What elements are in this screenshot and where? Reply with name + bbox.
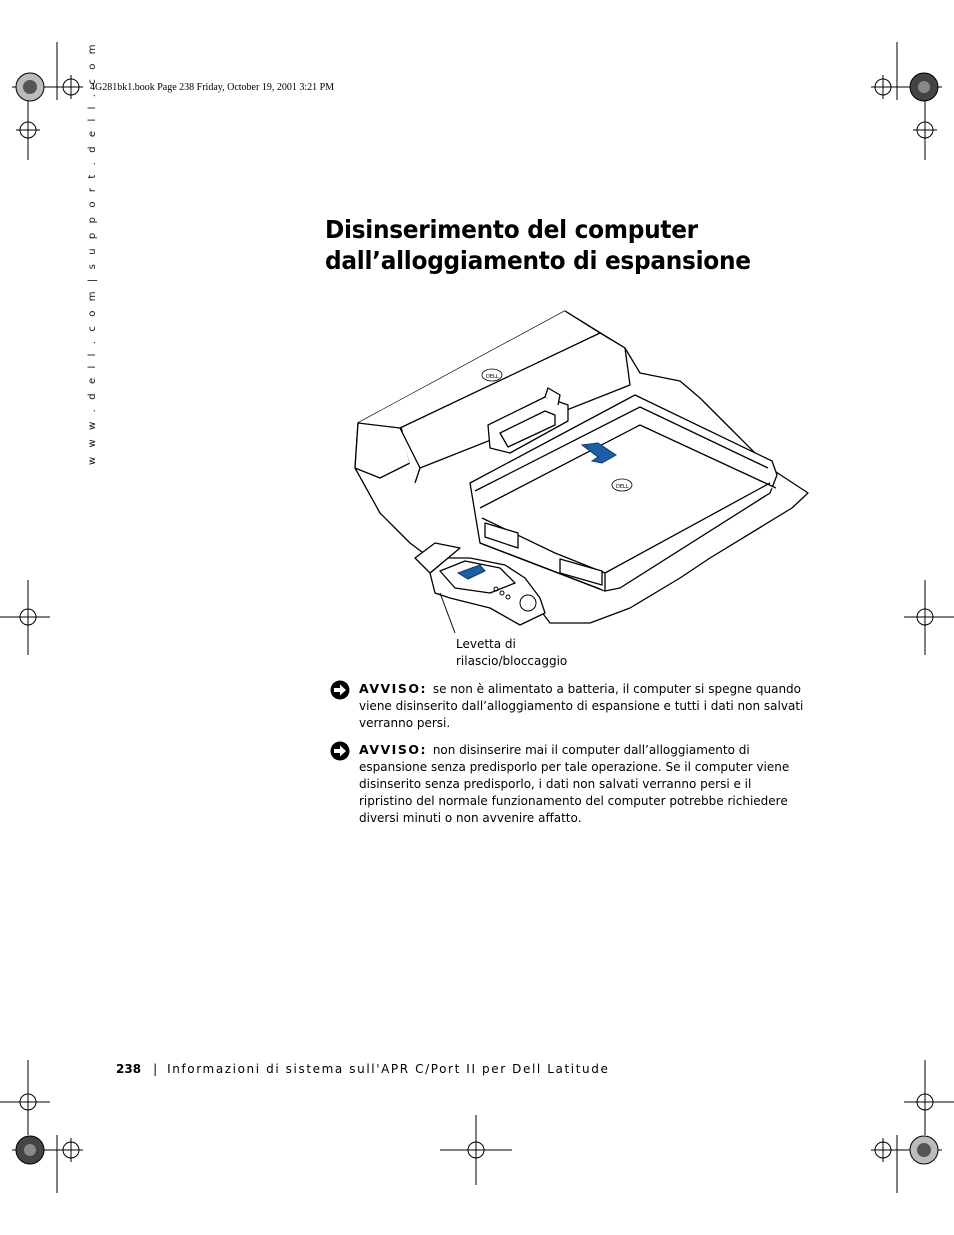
page-footer	[116, 1062, 609, 1076]
figure-callout	[456, 636, 567, 670]
logo-text-dock: DELL	[486, 374, 499, 380]
notice-2	[330, 741, 805, 831]
notice-1-text: se non è alimentato a batteria, il computer si spegne quando viene disinserito dall’alloggiamento di espansione e tutti i dati non salvati verranno persi.	[359, 682, 804, 730]
footer-separator: |	[153, 1062, 158, 1076]
notice-arrow-icon	[330, 741, 350, 761]
sidebar-url[interactable]: w w w . d e l l . c o m | s u p p o r t . d e l l . c o m	[87, 41, 98, 465]
notice-1-lead: AVVISO:	[359, 681, 433, 696]
notice-1	[330, 680, 805, 732]
notice-2-text: non disinserire mai il computer dall’alloggiamento di espansione senza predisporlo per tale operazione. Se il computer viene disinserito senza predisporlo, i dati non salvati verranno persi e il ripristino del normale funzionamento del computer potrebbe richiedere diversi minuti o non avvenire affatto.	[359, 743, 790, 825]
logo-text-laptop: DELL	[616, 484, 629, 490]
page-title	[325, 214, 809, 276]
figure-callout-line-1: Levetta di	[456, 637, 516, 651]
figure-callout-line-2: rilascio/bloccaggio	[456, 654, 568, 668]
notice-2-lead: AVVISO:	[359, 742, 433, 757]
footer-text: Informazioni di sistema sull'APR C/Port II per Dell Latitude	[167, 1062, 610, 1076]
page-title-line-1: Disinserimento del computer	[325, 215, 698, 244]
print-header: 4G281bk1.book Page 238 Friday, October 19, 2001 3:21 PM	[90, 82, 335, 93]
notice-2-body	[359, 741, 804, 827]
notice-arrow-icon	[330, 680, 350, 700]
docking-illustration	[340, 303, 810, 638]
page-number: 238	[116, 1062, 142, 1076]
page-title-line-2: dall’alloggiamento di espansione	[325, 246, 751, 275]
notice-1-body	[359, 680, 804, 732]
